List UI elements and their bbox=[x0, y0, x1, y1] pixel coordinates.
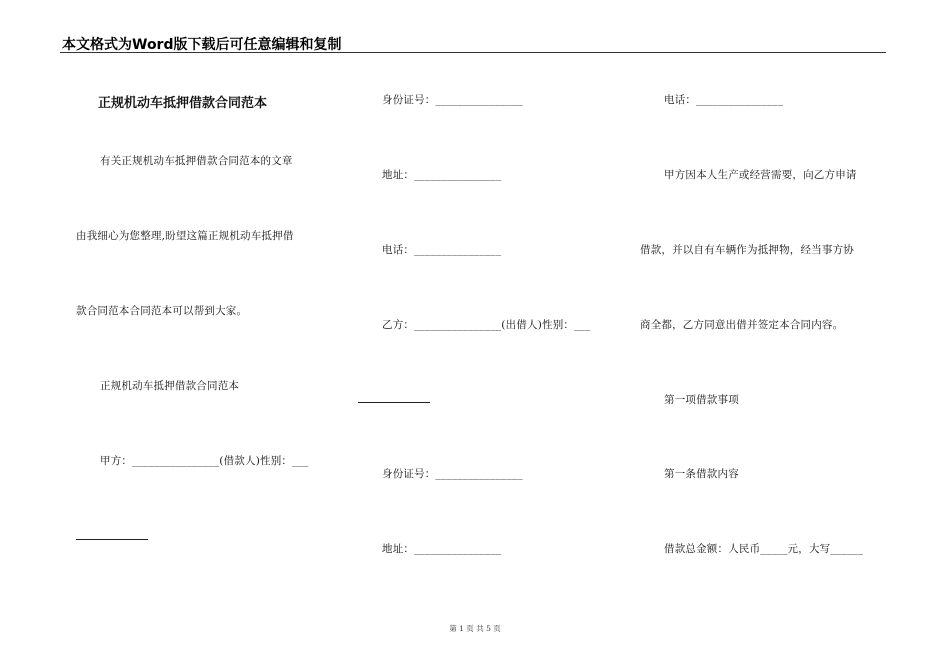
intro-line-3: 款合同范本合同范本可以帮到大家。 bbox=[76, 305, 248, 317]
party-a-address: 地址：________________ bbox=[382, 169, 502, 181]
party-a-phone: 电话：________________ bbox=[382, 244, 502, 256]
party-a-line: 甲方：________________(借款人)性别：___ bbox=[100, 455, 309, 467]
preamble-line-1: 甲方因本人生产或经营需要，向乙方申请 bbox=[664, 169, 857, 181]
intro-line-1: 有关正规机动车抵押借款合同范本的文章 bbox=[100, 155, 293, 167]
party-a-id-number: 身份证号：________________ bbox=[382, 94, 523, 106]
contract-subtitle: 正规机动车抵押借款合同范本 bbox=[100, 380, 240, 392]
preamble-line-2: 借款，并以自有车辆作为抵押物，经当事方协 bbox=[640, 244, 854, 256]
party-b-line: 乙方：________________(出借人)性别：___ bbox=[382, 319, 591, 331]
fill-in-blank-line bbox=[76, 539, 148, 540]
party-b-address: 地址：________________ bbox=[382, 543, 502, 555]
page-number: 第 1 页 共 5 页 bbox=[449, 624, 501, 633]
document-header-title: 本文格式为Word版下载后可任意编辑和复制 bbox=[62, 37, 342, 53]
intro-line-2: 由我细心为您整理,盼望这篇正规机动车抵押借 bbox=[76, 230, 294, 242]
article-heading: 第一条借款内容 bbox=[664, 468, 739, 480]
loan-amount-line: 借款总金额：人民币_____元，大写______ bbox=[664, 543, 864, 555]
preamble-line-3: 商全都，乙方同意出借并签定本合同内容。 bbox=[640, 319, 844, 331]
section-heading: 第一项借款事项 bbox=[664, 394, 739, 406]
party-b-id-number: 身份证号：________________ bbox=[382, 468, 523, 480]
fill-in-blank-line bbox=[358, 402, 430, 403]
contract-title: 正规机动车抵押借款合同范本 bbox=[98, 96, 268, 111]
party-b-phone: 电话：________________ bbox=[664, 94, 784, 106]
header-divider bbox=[60, 52, 886, 53]
